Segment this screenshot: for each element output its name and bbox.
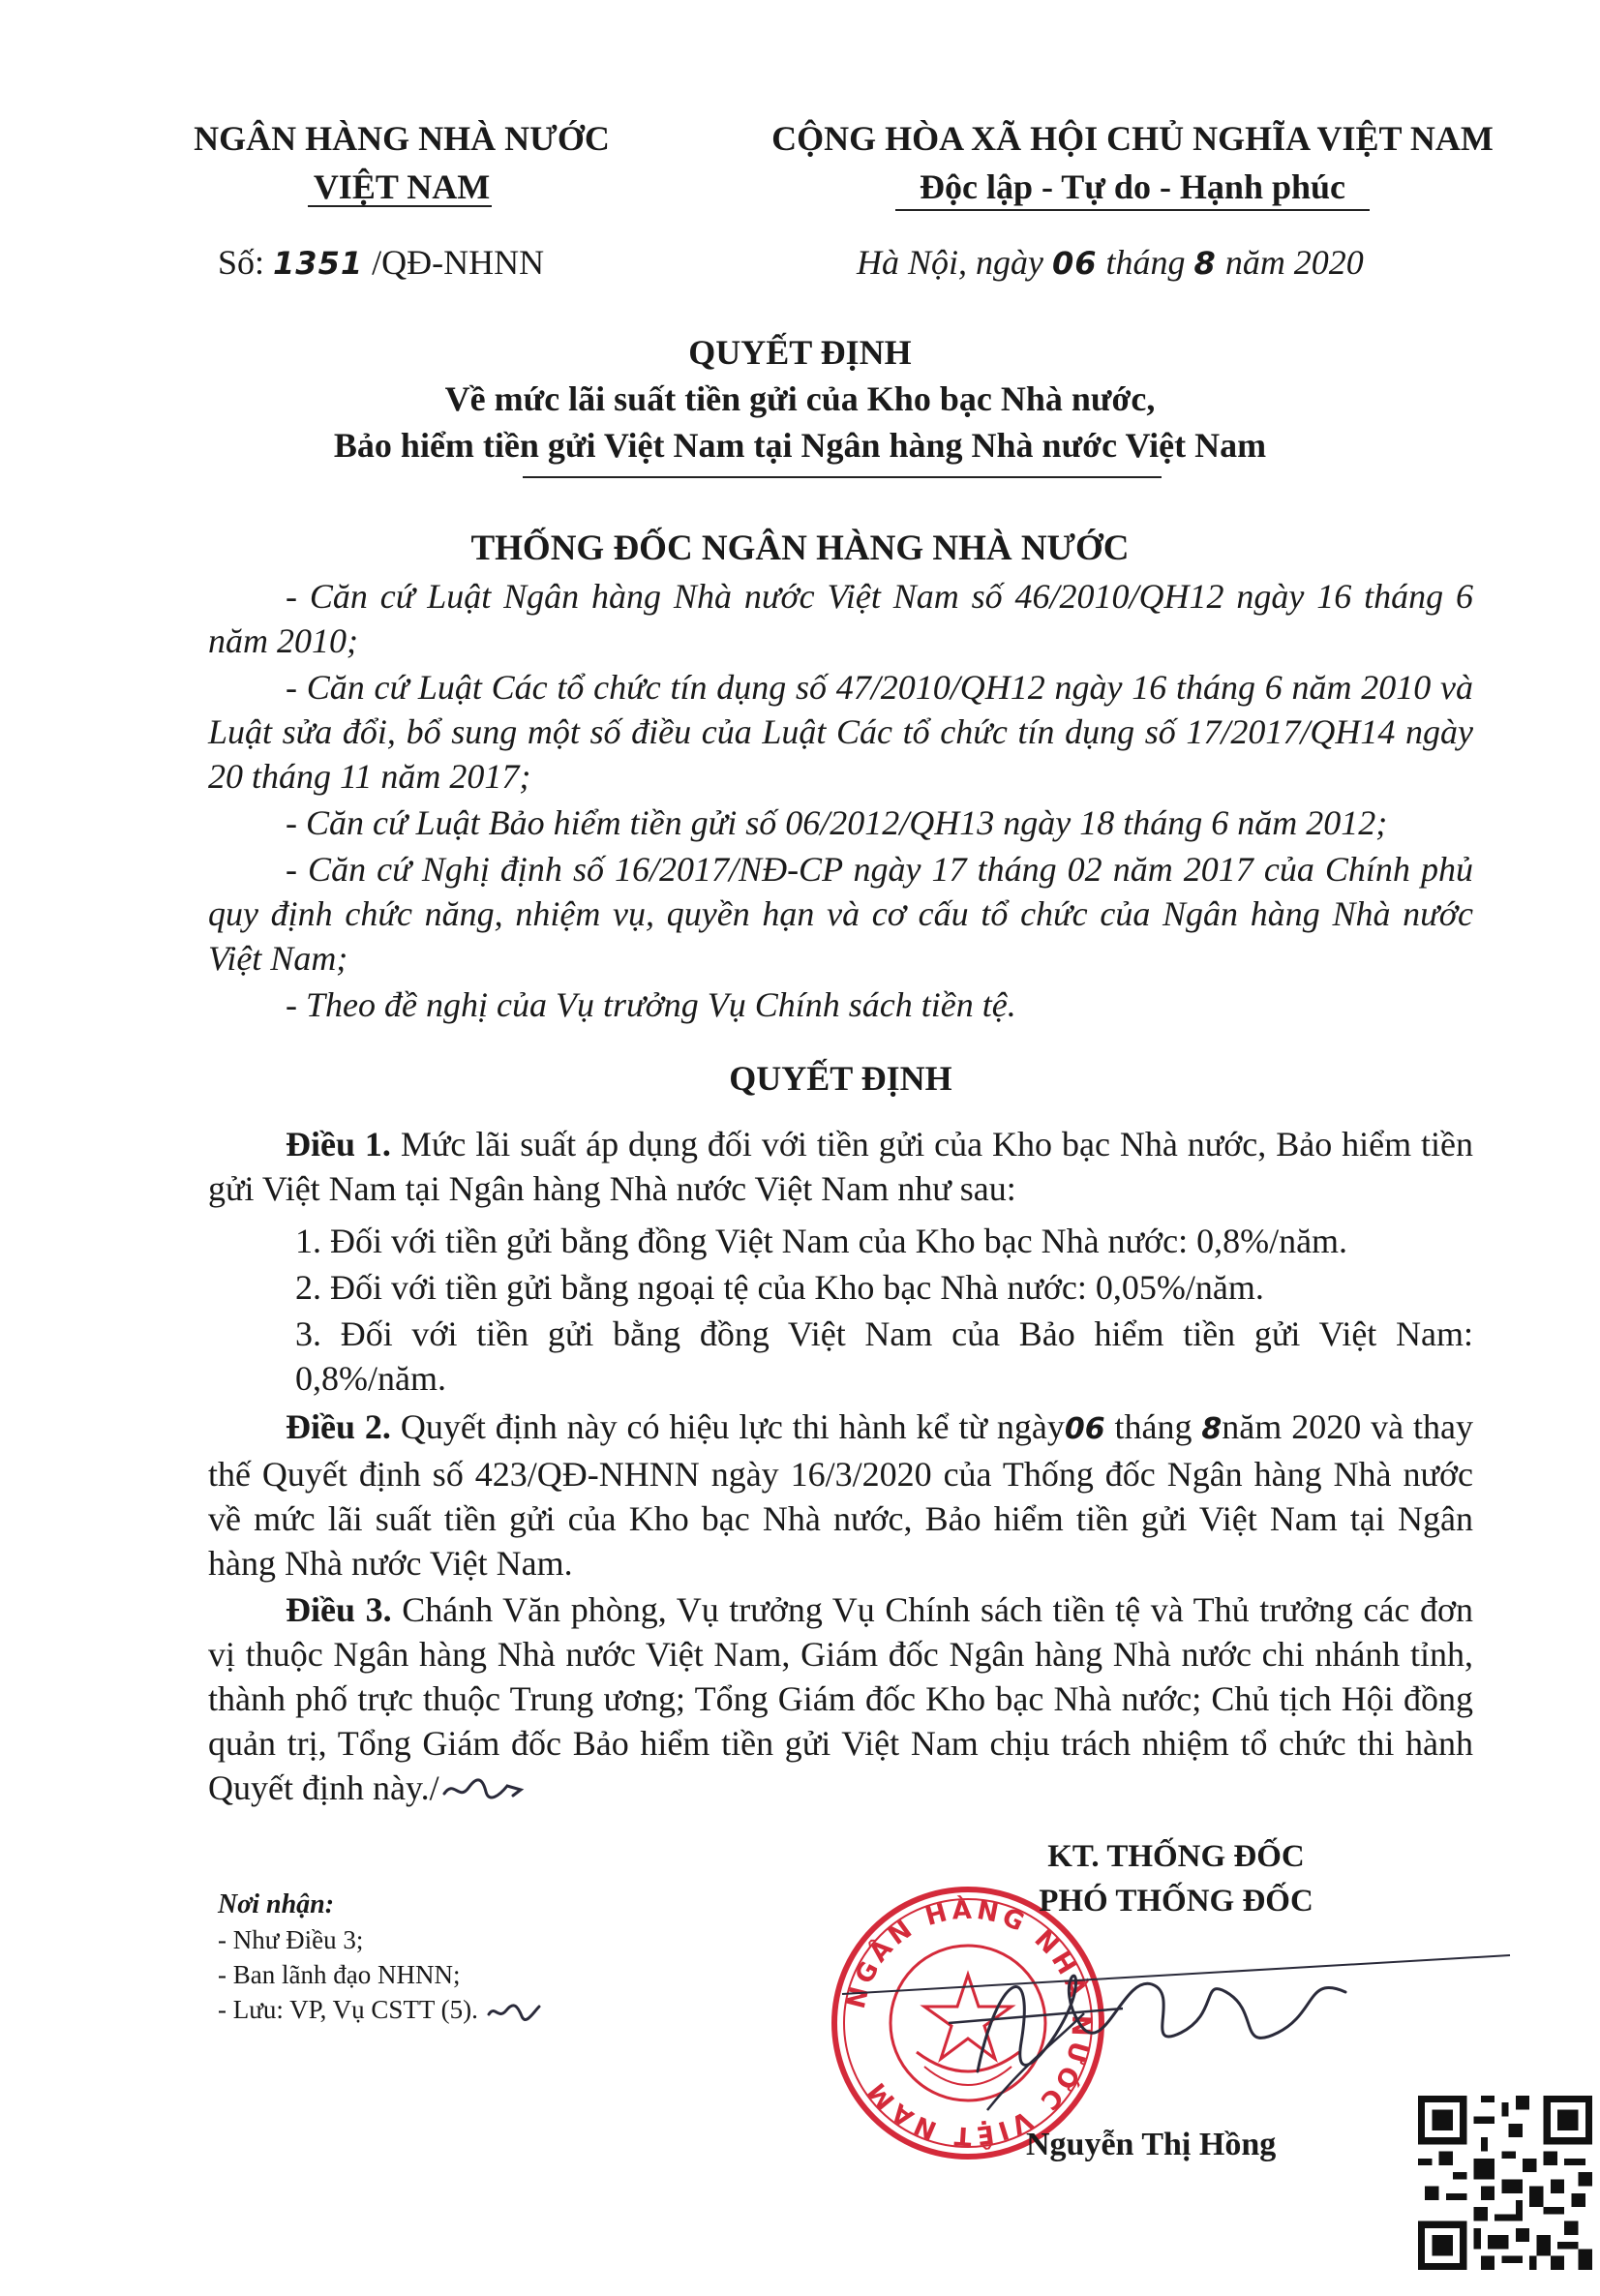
title-subtitle-line1: Về mức lãi suất tiền gửi của Kho bạc Nhà nước,: [444, 379, 1156, 418]
recipients-title: Nơi nhận:: [218, 1889, 335, 1919]
recipients: [218, 1888, 543, 2027]
place-date-prefix: Hà Nội, ngày: [857, 243, 1052, 282]
article-2-month-handwritten: 8: [1201, 1412, 1223, 1446]
article-2-day-handwritten: 06: [1064, 1412, 1105, 1446]
legal-bases: [208, 574, 1473, 1027]
title-heading: QUYẾT ĐỊNH: [688, 333, 912, 372]
issuing-agency: [184, 114, 619, 211]
date-day-handwritten: 06: [1052, 245, 1098, 282]
article-2-text-mid: tháng: [1104, 1407, 1202, 1446]
article-3-label: Điều 3.: [286, 1590, 392, 1629]
initial-mark-icon: [485, 1999, 543, 2024]
signer-block: [949, 1834, 1404, 1923]
legal-basis-item: - Căn cứ Nghị định số 16/2017/NĐ-CP ngày 17 tháng 02 năm 2017 của Chính phủ quy định chức năng, nhiệm vụ, quyền hạn và cơ cấu tổ chức của Ngân hàng Nhà nước Việt Nam;: [208, 850, 1473, 978]
article-2-text-before: Quyết định này có hiệu lực thi hành kể từ ngày: [390, 1407, 1065, 1446]
place-and-date: [857, 242, 1364, 283]
doc-number-handwritten: 1351: [273, 245, 364, 282]
document-body: [208, 574, 1473, 1812]
issuing-authority: THỐNG ĐỐC NGÂN HÀNG NHÀ NƯỚC: [470, 529, 1130, 568]
agency-name-line1: NGÂN HÀNG NHÀ NƯỚC: [194, 119, 610, 158]
list-item: 2. Đối với tiền gửi bằng ngoại tệ của Kho bạc Nhà nước: 0,05%/năm.: [295, 1268, 1264, 1307]
initial-mark-icon: [439, 1774, 527, 1803]
article-3-text: Chánh Văn phòng, Vụ trưởng Vụ Chính sách tiền tệ và Thủ trưởng các đơn vị thuộc Ngân hàng Nhà nước Việt Nam, Giám đốc Ngân hàng Nhà nước chi nhánh tỉnh, thành phố trực thuộc Trung ương; Tổng Giám đốc Kho bạc Nhà nước; Chủ tịch Hội đồng quản trị, Tổng Giám đốc Bảo hiểm tiền gửi Việt Nam chịu trách nhiệm tổ chức thi hành Quyết định này./: [208, 1590, 1474, 1807]
article-1: [208, 1122, 1473, 1211]
article-1-items: [208, 1219, 1473, 1401]
recipient-item: - Lưu: VP, Vụ CSTT (5).: [218, 1992, 543, 2027]
date-month-handwritten: 8: [1193, 245, 1217, 282]
qr-code-icon: [1418, 2096, 1592, 2270]
list-item: 1. Đối với tiền gửi bằng đồng Việt Nam của Kho bạc Nhà nước: 0,8%/năm.: [295, 1222, 1348, 1260]
title-subtitle-line2: Bảo hiểm tiền gửi Việt Nam tại Ngân hàng Nhà nước Việt Nam: [333, 426, 1267, 465]
article-2: [208, 1405, 1473, 1586]
doc-number-prefix: Số:: [218, 243, 274, 282]
decision-heading: QUYẾT ĐỊNH: [729, 1059, 952, 1098]
signer-name: Nguyễn Thị Hồng: [1026, 2127, 1277, 2162]
signer-title-line1: KT. THỐNG ĐỐC: [1047, 1839, 1305, 1874]
motto-underline: [895, 209, 1370, 211]
list-item: 3. Đối với tiền gửi bằng đồng Việt Nam của Bảo hiểm tiền gửi Việt Nam: 0,8%/năm.: [295, 1314, 1473, 1398]
agency-underline: [308, 205, 492, 207]
article-1-label: Điều 1.: [286, 1125, 391, 1163]
legal-basis-item: - Căn cứ Luật Ngân hàng Nhà nước Việt Nam số 46/2010/QH12 ngày 16 tháng 6 năm 2010;: [208, 577, 1473, 660]
agency-name-line2: VIỆT NAM: [313, 167, 491, 206]
document-title: [0, 329, 1600, 468]
recipient-item: - Như Điều 3;: [218, 1925, 364, 1954]
legal-basis-item: - Theo đề nghị của Vụ trưởng Vụ Chính sách tiền tệ.: [286, 985, 1016, 1024]
date-month-word: tháng: [1097, 243, 1194, 282]
svg-text:NGÂN HÀNG NHÀ NƯỚC VIỆT NAM: NGÂN HÀNG NHÀ NƯỚC VIỆT NAM: [841, 1895, 1096, 2151]
article-3: [208, 1587, 1473, 1810]
legal-basis-item: - Căn cứ Luật Bảo hiểm tiền gửi số 06/2012/QH13 ngày 18 tháng 6 năm 2012;: [286, 803, 1388, 842]
signer-title-line2: PHÓ THỐNG ĐỐC: [1039, 1884, 1313, 1918]
motto: Độc lập - Tự do - Hạnh phúc: [919, 167, 1346, 206]
national-header: [736, 114, 1529, 211]
article-1-text: Mức lãi suất áp dụng đối với tiền gửi của Kho bạc Nhà nước, Bảo hiểm tiền gửi Việt Nam tại Ngân hàng Nhà nước Việt Nam như sau:: [208, 1125, 1474, 1208]
date-year: năm 2020: [1216, 243, 1364, 282]
title-underline: [523, 476, 1162, 478]
recipient-item: - Ban lãnh đạo NHNN;: [218, 1960, 461, 1989]
document-number: [218, 242, 544, 283]
article-2-label: Điều 2.: [286, 1407, 391, 1446]
nation-name: CỘNG HÒA XÃ HỘI CHỦ NGHĨA VIỆT NAM: [771, 119, 1494, 158]
legal-basis-item: - Căn cứ Luật Các tổ chức tín dụng số 47/2010/QH12 ngày 16 tháng 6 năm 2010 và Luật sửa đổi, bổ sung một số điều của Luật Các tổ chức tín dụng số 17/2017/QH14 ngày 20 tháng 11 năm 2017;: [208, 668, 1473, 796]
article-2-text-after: năm 2020 và thay thế Quyết định số 423/QĐ-NHNN ngày 16/3/2020 của Thống đốc Ngân hàng Nhà nước về mức lãi suất tiền gửi của Kho bạc Nhà nước, Bảo hiểm tiền gửi Việt Nam tại Ngân hàng Nhà nước Việt Nam.: [208, 1407, 1473, 1583]
doc-number-suffix: /QĐ-NHNN: [363, 243, 545, 282]
